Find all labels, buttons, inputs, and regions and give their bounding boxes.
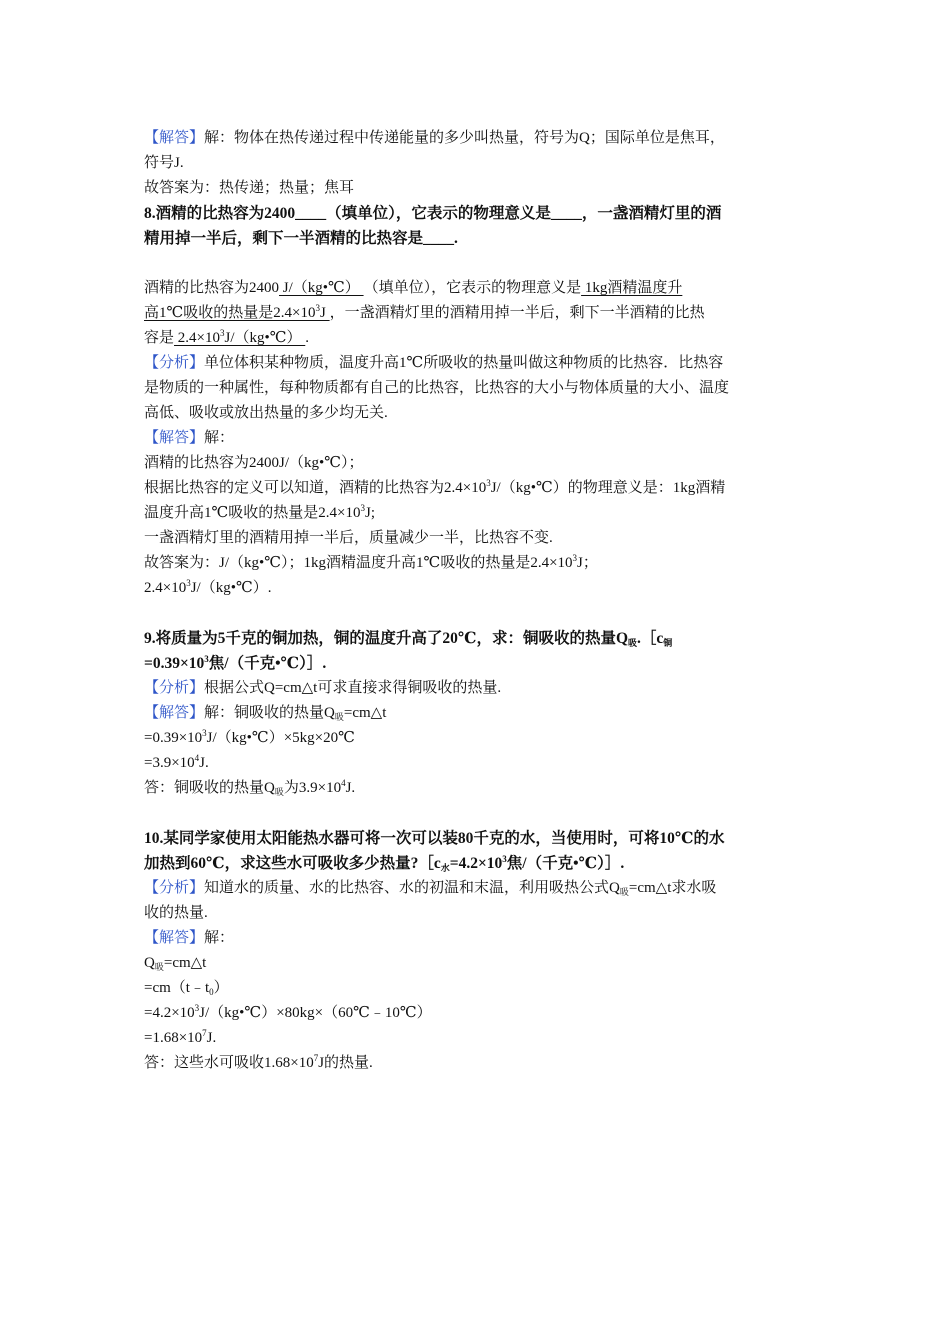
q8-solution-line-1: 酒精的比热容为2400J/（kg•℃）；: [144, 455, 364, 471]
q10-question-line-2: 加热到60℃，求这些水可吸收多少热量$?[c_水=4.2\times 10^3$焦/（千克•℃）］.: [144, 854, 625, 873]
q10-analysis-line-1: 【分析】知道水的质量、水的比热容、水的初温和末温，利用吸热公式$Q_吸=cm\triangle t$求水吸: [144, 880, 717, 897]
q8-filled-line-3: 容是 $2.4\times 10^3J/(kg•℃)$ .: [144, 328, 310, 346]
q8-analysis-line-3: 高低、吸收或放出热量的多少均无关.: [144, 405, 388, 421]
q9-calc-line-2: $=3.9\times 10^4J$.: [144, 753, 209, 771]
analysis-tag: 【分析】: [144, 880, 205, 896]
q9-question-line-1: 9.将质量为5千克的铜加热，铜的温度升高了20℃，求：铜吸收的热量$Q_吸.[c_铜$: [144, 630, 673, 648]
q8-final-line-2: $2.4\times 10^3J/(kg•℃)$.: [144, 578, 272, 596]
q7-answer-line-2: 符号J.: [144, 155, 184, 171]
q8-analysis-line-2: 是物质的一种属性，每种物质都有自己的比热容，比热容的大小与物体质量的大小、温度: [144, 380, 730, 396]
q10-analysis-line-2: 收的热量.: [144, 905, 208, 921]
q10-question-line-1: 10.某同学家使用太阳能热水器可将一次可以装80千克的水，当使用时，可将10℃的水: [144, 830, 725, 847]
q10-final-line: 答：这些水可吸收$1.68\times 10^7J$的热量.: [144, 1053, 373, 1071]
q9-analysis-line: 【分析】根据公式Q=cm△t可求直接求得铜吸收的热量.: [144, 680, 502, 696]
q10-answer-head: 【解答】解：: [144, 930, 235, 946]
spacer: [144, 801, 814, 826]
answer-tag: 【解答】: [144, 130, 205, 146]
q9-answer-line: 【解答】解：铜吸收的热量$Q_吸=cm\triangle t$: [144, 705, 387, 722]
q9-question-line-2: $=0.39\times 10^3$焦/（千克•℃）］.: [144, 654, 327, 672]
analysis-tag: 【分析】: [144, 355, 205, 371]
q7-answer-line-1: 【解答】解：物体在热传递过程中传递能量的多少叫热量，符号为Q；国际单位是焦耳，: [144, 130, 725, 146]
q8-analysis-line-1: 【分析】单位体积某种物质，温度升高1℃所吸收的热量叫做这种物质的比热容．比热容: [144, 355, 724, 371]
q8-solution-line-3: 温度升高1℃吸收的热量是$2.4\times 10^3J$;: [144, 503, 376, 521]
q10-calc-line-2: $=cm(t﹣t_0)$: [144, 980, 229, 997]
q10-calc-line-3: $=4.2\times 10^3J/(kg•℃)\times 80kg\times(60℃﹣10℃)$: [144, 1003, 432, 1021]
q7-final-answer: 故答案为：热传递；热量；焦耳: [144, 180, 355, 196]
q10-calc-line-1: $Q_吸=cm\triangle t$: [144, 955, 207, 972]
answer-tag: 【解答】: [144, 705, 205, 721]
page-content: [144, 126, 814, 1076]
q9-calc-line-1: $=0.39\times 10^3J/(kg•℃)\times 5kg\times 20℃$: [144, 728, 355, 746]
q8-solution-line-4: 一盏酒精灯里的酒精用掉一半后，质量减少一半，比热容不变.: [144, 530, 553, 546]
spacer: [144, 251, 814, 276]
q9-final-line: 答：铜吸收的热量$Q_吸$为$3.9\times 10^4J$.: [144, 778, 356, 797]
q8-question-line-1: 8.酒精的比热容为2400____（填单位），它表示的物理意义是____，一盏酒精灯里的酒: [144, 205, 722, 222]
q8-solution-line-2: 根据比热容的定义可以知道，酒精的比热容为$2.4\times 10^3J/(kg•℃)$的物理意义是：1kg酒精: [144, 478, 726, 496]
q10-calc-line-4: $=1.68\times 10^7J$.: [144, 1028, 217, 1046]
analysis-tag: 【分析】: [144, 680, 205, 696]
answer-tag: 【解答】: [144, 930, 205, 946]
q8-final-line-1: 故答案为：J/（kg•℃）；1kg酒精温度升高1℃吸收的热量是$2.4\times 10^3J$；: [144, 553, 598, 571]
q8-question-line-2: 精用掉一半后，剩下一半酒精的比热容是____.: [144, 230, 458, 247]
answer-tag: 【解答】: [144, 430, 205, 446]
q8-filled-line-1: 酒精的比热容为2400 J/（kg•℃） （填单位），它表示的物理意义是 1kg酒精温度升: [144, 280, 683, 296]
q8-answer-head: 【解答】解：: [144, 430, 235, 446]
spacer: [144, 601, 814, 626]
q8-filled-line-2: 高1℃吸收的热量是$2.4\times 10^3J$ ，一盏酒精灯里的酒精用掉一半后，剩下一半酒精的比热: [144, 303, 705, 321]
